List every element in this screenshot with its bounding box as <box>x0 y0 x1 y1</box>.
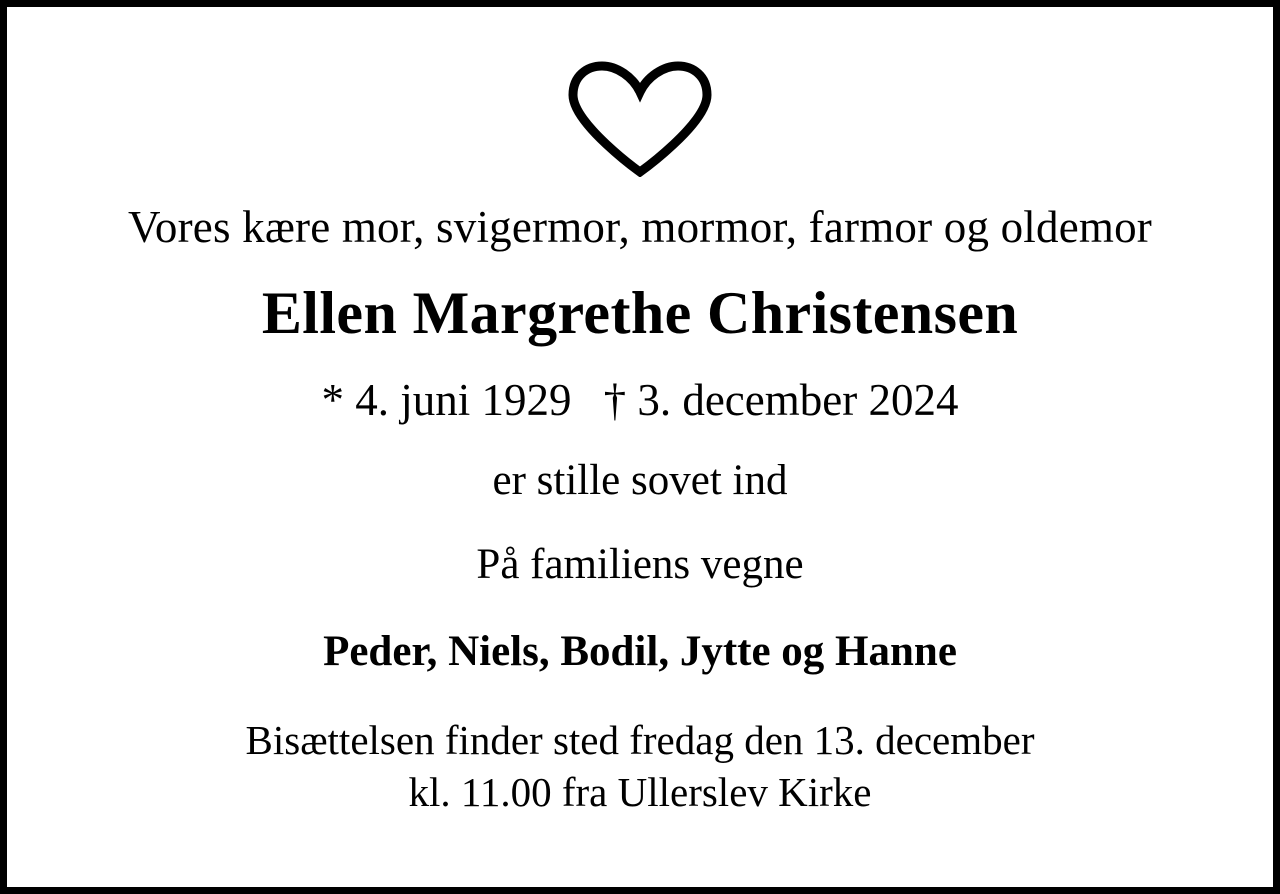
funeral-details-line-2: kl. 11.00 fra Ullerslev Kirke <box>408 769 872 816</box>
survivors-names: Peder, Niels, Bodil, Jytte og Hanne <box>323 628 957 675</box>
on-behalf-line: På familiens vegne <box>476 541 804 588</box>
funeral-details <box>47 714 1233 819</box>
relationship-intro: Vores kære mor, svigermor, mormor, farmor og oldemor <box>128 202 1152 252</box>
death-date: † 3. december 2024 <box>603 375 959 425</box>
birth-date: * 4. juni 1929 <box>321 375 572 425</box>
funeral-details-line-1: Bisættelsen finder sted fredag den 13. december <box>245 717 1035 763</box>
life-dates <box>47 374 1233 426</box>
heart-icon <box>565 61 715 177</box>
passing-statement: er stille sovet ind <box>492 457 788 504</box>
deceased-name: Ellen Margrethe Christensen <box>261 280 1019 346</box>
